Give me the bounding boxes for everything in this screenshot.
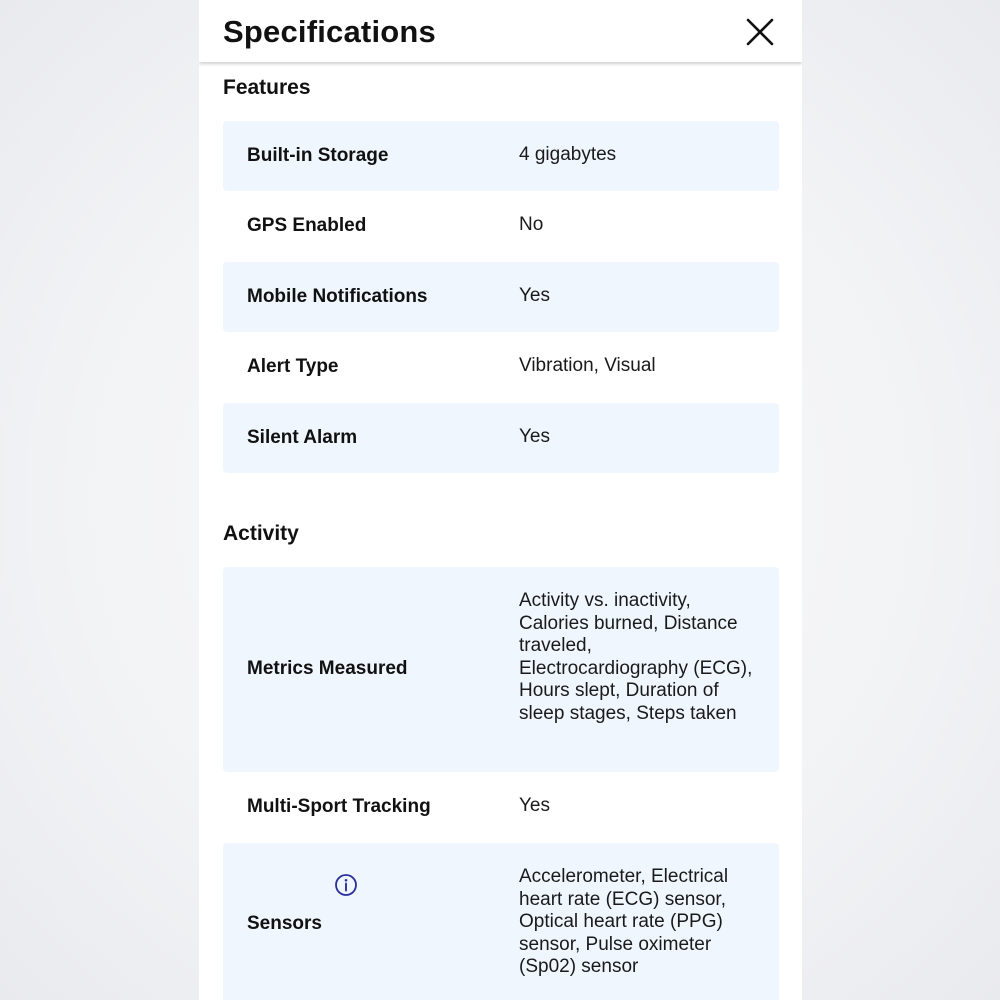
spec-row-metrics-measured [223, 567, 779, 772]
spec-value: No [519, 214, 544, 235]
spec-value: Yes [519, 285, 550, 306]
spec-row-gps-enabled [223, 191, 779, 262]
section-title-activity: Activity [223, 522, 299, 545]
specifications-panel [199, 0, 802, 1000]
spec-label: Silent Alarm [247, 427, 358, 448]
spec-label: Sensors [247, 913, 322, 934]
spec-value: Vibration, Visual [519, 355, 656, 376]
spec-value: Yes [519, 795, 550, 816]
spec-row-alert-type [223, 332, 779, 403]
info-icon[interactable] [334, 873, 358, 897]
spec-label: Metrics Measured [247, 658, 408, 679]
spec-label: Built-in Storage [247, 145, 389, 166]
close-button[interactable] [743, 15, 777, 49]
spec-row-multi-sport-tracking [223, 772, 779, 843]
panel-header [199, 0, 802, 62]
spec-value: 4 gigabytes [519, 144, 617, 165]
spec-row-built-in-storage [223, 121, 779, 191]
spec-label: GPS Enabled [247, 215, 367, 236]
spec-row-mobile-notifications [223, 262, 779, 332]
spec-value: Accelerometer, Electrical heart rate (ECG) sensor, Optical heart rate (PPG) sensor, Pulse oximeter (Sp02) sensor [519, 866, 729, 977]
spec-row-silent-alarm [223, 403, 779, 473]
page-title: Specifications [223, 14, 436, 49]
spec-value: Activity vs. inactivity, Calories burned, Distance traveled, Electrocardiography (ECG), Hours slept, Duration of sleep stages, Steps taken [519, 590, 753, 724]
spec-label: Multi-Sport Tracking [247, 796, 431, 817]
spec-row-sensors [223, 843, 779, 1000]
close-icon [743, 15, 777, 49]
spec-value: Yes [519, 426, 550, 447]
spec-label: Alert Type [247, 356, 339, 377]
section-title-features: Features [223, 76, 311, 99]
spec-label: Mobile Notifications [247, 286, 428, 307]
